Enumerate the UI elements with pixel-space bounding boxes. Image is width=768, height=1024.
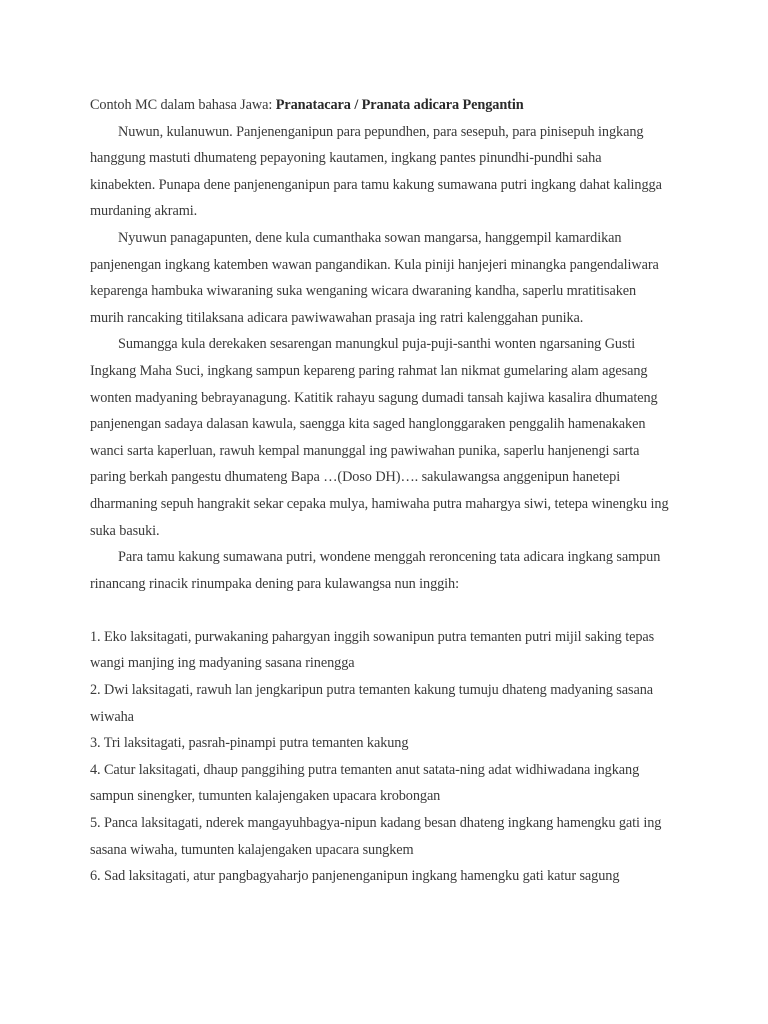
document-page	[90, 92, 670, 890]
paragraph-apology: Nyuwun panagapunten, dene kula cumanthaka sowan mangarsa, hanggempil kamardikan panjenengan ingkang katemben wawan pangandikan. Kula piniji hanjejeri minangka pangendaliwara keparenga hambuka wiwaraning suka wenganing wicara dwaraning kandha, saperlu mratitisaken murih rancaking titilaksana adicara pawiwawahan prasaja ing ratri kalenggahan punika.	[90, 229, 659, 326]
paragraph-greeting: Nuwun, kulanuwun. Panjenenganipun para pepundhen, para sesepuh, para pinisepuh ingkang hanggung mastuti dhumateng pepayoning kautamen, ingkang pantes pinundhi-pundhi saha kinabekten. Punapa dene panjenenganipun para tamu kakung sumawana putri ingkang dahat kalingga murdaning akrami.	[90, 123, 662, 220]
list-item: 3. Tri laksitagati, pasrah-pinampi putra temanten kakung	[90, 735, 409, 752]
list-item: 5. Panca laksitagati, nderek mangayuhbagya-nipun kadang besan dhateng ingkang hamengku gati ing sasana wiwaha, tumunten kalajengaken upacara sungkem	[90, 815, 662, 858]
title-prefix: Contoh MC dalam bahasa Jawa:	[90, 97, 276, 113]
list-item: 1. Eko laksitagati, purwakaning pahargyan inggih sowanipun putra temanten putri mijil saking tepas wangi manjing ing madyaning sasana rinengga	[90, 628, 655, 672]
paragraph-agenda-intro: Para tamu kakung sumawana putri, wondene menggah reroncening tata adicara ingkang sampun rinancang rinacik rinumpaka dening para kulawangsa nun inggih:	[90, 549, 661, 592]
list-item: 2. Dwi laksitagati, rawuh lan jengkaripun putra temanten kakung tumuju dhateng madyaning sasana wiwaha	[90, 682, 654, 725]
document-title	[90, 92, 670, 119]
paragraph-prayer: Sumangga kula derekaken sesarengan manungkul puja-puji-santhi wonten ngarsaning Gusti Ingkang Maha Suci, ingkang sampun kepareng paring rahmat lan nikmat gumelaring alam agesang wonten madyaning bebrayanagung. Katitik rahayu sagung dumadi tansah kajiwa kasalira dhumateng panjenengan sadaya dalasan kawula, saengga kita saged hanglonggaraken penggalih hamenakaken wanci sarta kaperluan, rawuh kempal manunggal ing pawiwahan punika, saperlu hanjenengi sarta paring berkah pangestu dhumateng Bapa …(Doso DH)…. sakulawangsa anggenipun hanetepi dharmaning sepuh hangrakit sekar cepaka mulya, hamiwaha putra mahargya siwi, tetepa winengku ing suka basuki.	[90, 336, 669, 539]
list-item: 6. Sad laksitagati, atur pangbagyaharjo panjenenganipun ingkang hamengku gati katur sagung	[90, 868, 620, 885]
blank-line	[90, 597, 670, 624]
list-item: 4. Catur laksitagati, dhaup panggihing putra temanten anut satata-ning adat widhiwadana ingkang sampun sinengker, tumunten kalajengaken upacara krobongan	[90, 761, 640, 805]
title-bold: Pranatacara / Pranata adicara Pengantin	[275, 97, 524, 113]
